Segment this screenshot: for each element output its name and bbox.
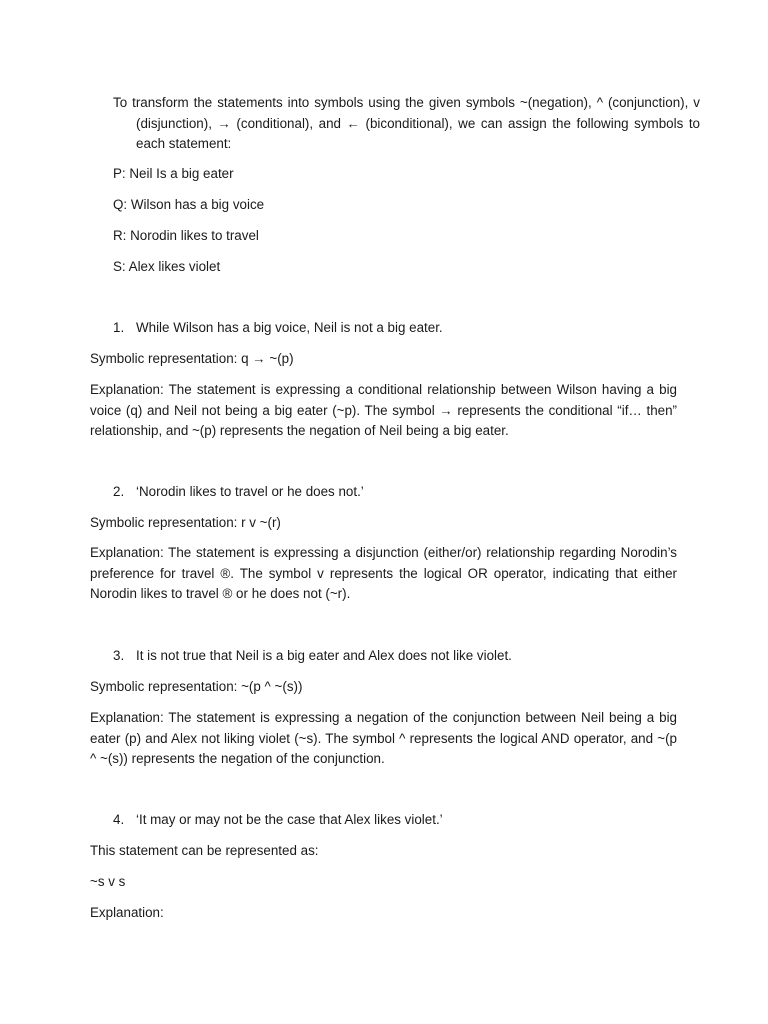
statement-text: ‘Norodin likes to travel or he does not.’ [136, 484, 364, 499]
item-1-representation: Symbolic representation: q → ~(p) [90, 351, 294, 366]
item-3-statement [113, 646, 512, 667]
item-1-explanation: Explanation: The statement is expressing a conditional relationship between Wilson having a big voice (q) and Neil not being a big eater (~p). The symbol → represents the conditional “if… then” relationship, and ~(p) represents the negation of Neil being a big eater. [90, 382, 677, 438]
symbol-s: S: Alex likes violet [113, 259, 221, 274]
statement-text: ‘It may or may not be the case that Alex likes violet.’ [136, 812, 443, 827]
symbol-q: Q: Wilson has a big voice [113, 197, 265, 212]
intro-paragraph: To transform the statements into symbols using the given symbols ~(negation), ^ (conjunction), v (disjunction), → (conditional), and ← (biconditional), we can assign the following symbols to each statement: [113, 95, 700, 151]
item-number: 3. [113, 648, 125, 663]
item-2-statement [113, 482, 364, 503]
item-1-statement [113, 318, 443, 339]
item-4-formula: ~s v s [90, 874, 126, 889]
item-number: 4. [113, 812, 125, 827]
item-2-explanation: Explanation: The statement is expressing a disjunction (either/or) relationship regarding Norodin’s preference for travel ®. The symbol v represents the logical OR operator, indicating that either Norodin likes to travel ® or he does not (~r). [90, 545, 677, 601]
item-3-explanation: Explanation: The statement is expressing a negation of the conjunction between Neil being a big eater (p) and Alex not liking violet (~s). The symbol ^ represents the logical AND operator, and ~(p ^ ~(s)) represents the negation of the conjunction. [90, 710, 677, 766]
item-4-statement [113, 810, 443, 831]
item-4-explanation: Explanation: [90, 905, 164, 920]
item-number: 2. [113, 484, 125, 499]
item-3-representation: Symbolic representation: ~(p ^ ~(s)) [90, 679, 303, 694]
symbol-p: P: Neil Is a big eater [113, 166, 234, 181]
statement-text: It is not true that Neil is a big eater and Alex does not like violet. [136, 648, 512, 663]
statement-text: While Wilson has a big voice, Neil is not a big eater. [136, 320, 443, 335]
symbol-r: R: Norodin likes to travel [113, 228, 259, 243]
item-number: 1. [113, 320, 125, 335]
item-2-representation: Symbolic representation: r v ~(r) [90, 515, 281, 530]
item-4-representation: This statement can be represented as: [90, 843, 319, 858]
